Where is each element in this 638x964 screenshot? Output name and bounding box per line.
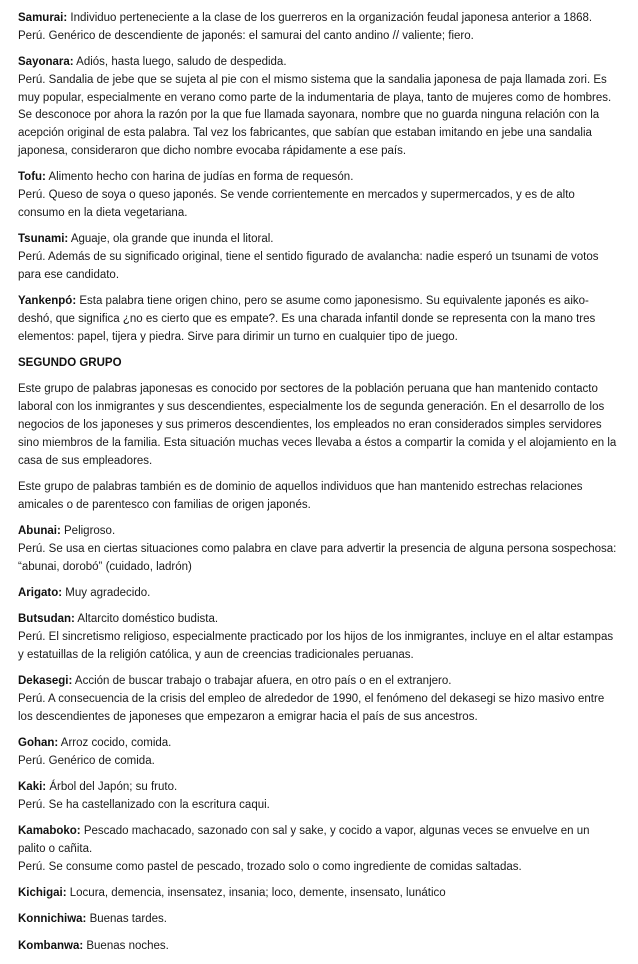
section-intro [18,381,620,514]
entry-term: Abunai: [18,524,61,537]
entry-term: Tsunami: [18,233,69,246]
glossary-entry [18,54,620,161]
entry-term: Kichigai: [18,886,67,899]
entry-term: Dekasegi: [18,675,73,687]
glossary-entry [18,611,620,664]
entry-peru-note: Perú. Además de su significado original, tiene el sentido figurado de avalancha: nadie esperó un tsunami de votos para ese candidato. [18,251,599,281]
entry-term: Kombanwa: [18,939,84,952]
entry-definition: Altarcito doméstico budista. [74,613,219,626]
glossary-entry [18,938,620,956]
entry-definition: Buenas noches. [83,939,169,952]
entry-definition: Locura, demencia, insensatez, insania; loco, demente, insensato, lunático [66,886,446,899]
document-body [18,10,620,964]
entry-definition-line [18,885,620,903]
entry-definition-line [18,735,620,753]
entry-definition: Buenas tardes. [86,913,167,926]
entry-peru-note: Perú. Genérico de comida. [18,754,155,767]
entry-definition-line [18,823,620,859]
entry-peru-note: Perú. Queso de soya o queso japonés. Se vende corrientemente en mercados y supermercados, y es de alto consumo en la dieta vegetariana. [18,189,575,219]
section-title: SEGUNDO GRUPO [18,357,122,370]
glossary-entry [18,169,620,222]
entry-peru-note: Perú. El sincretismo religioso, especialmente practicado por los hijos de los inmigrantes, incluye en el altar estampas y estatuillas de la religión católica, y aun de creencias tradicionales peruanas. [18,630,614,661]
entry-definition: Esta palabra tiene origen chino, pero se asume como japonesismo. Su equivalente japonés es aiko-deshó, que significa ¿no es cierto que es empate?. Es una charada infantil donde se representa con la mano tres elementos: papel, tijera y piedra. Sirve para dirimir un turno en cualquier tipo de juego. [18,295,596,343]
entry-term: Sayonara: [18,56,74,69]
entry-term: Kaki: [18,780,47,793]
glossary-entry [18,735,620,771]
entry-definition-line [18,54,620,72]
entry-definition-line [18,293,620,346]
entry-definition-line [18,779,620,797]
glossary-entry [18,293,620,346]
glossary-entry [18,523,620,576]
entry-peru-note: Perú. A consecuencia de la crisis del empleo de alrededor de 1990, el fenómeno del dekasegi se hizo masivo entre los descendientes de japoneses que empezaron a emigrar hacia el país de sus ancestros. [18,692,605,723]
glossary-entry [18,779,620,815]
section-paragraph: Este grupo de palabras también es de dominio de aquellos individuos que han mantenido estrechas relaciones amicales o de parentesco con familias de origen japonés. [18,480,583,511]
entry-peru-note: Perú. Se usa en ciertas situaciones como palabra en clave para advertir la presencia de alguna persona sospechosa: “abunai, dorobó” (cuidado, ladrón) [18,542,617,573]
entry-term: Tofu: [18,171,46,184]
glossary-entry [18,673,620,726]
glossary-entry [18,585,620,603]
glossary-entry [18,231,620,284]
entry-peru-note: Perú. Se ha castellanizado con la escritura caqui. [18,798,270,811]
glossary-entry [18,911,620,929]
entry-peru-note: Perú. Sandalia de jebe que se sujeta al pie con el mismo sistema que la sandalia japonesa de paja llamada zori. Es muy popular, especialmente en verano como parte de la indumentaria de playa, tanto de mujeres como de hombres. Se desconoce por ahora la razón por la que fue llamada sayonara, nombre que no guarda ninguna relación con la acepción original de esta palabra. Tal vez los fabricantes, que sabían que estaban imitando en jebe una sandalia japonesa, consideraron que dicho nombre evocaba rápidamente a ese país. [18,73,612,158]
entry-definition: Individuo perteneciente a la clase de los guerreros en la organización feudal japonesa anterior a 1868. [67,12,593,24]
glossary-entry [18,885,620,903]
entry-definition-line [18,611,620,629]
entry-term: Konnichiwa: [18,913,87,926]
entry-peru-note: Perú. Genérico de descendiente de japonés: el samurai del canto andino // valiente; fiero. [18,29,474,42]
entry-term: Samurai: [18,12,68,24]
entry-definition-line [18,523,620,541]
entry-definition-line [18,169,620,187]
entry-definition-line [18,585,620,603]
entry-definition: Adiós, hasta luego, saludo de despedida. [73,56,287,69]
entry-definition-line [18,911,620,929]
entry-term: Kamaboko: [18,825,81,838]
entry-term: Yankenpó: [18,295,77,308]
entry-definition-line [18,938,620,956]
entry-definition: Aguaje, ola grande que inunda el litoral. [68,233,274,246]
entry-term: Butsudan: [18,613,75,626]
glossary-entry [18,823,620,876]
entry-definition-line [18,10,620,28]
entry-definition: Pescado machacado, sazonado con sal y sake, y cocido a vapor, algunas veces se envuelve en un palito o cañita. [18,825,590,855]
entry-definition: Arroz cocido, comida. [58,736,172,749]
entry-term: Gohan: [18,736,59,749]
glossary-entry [18,10,620,46]
glossary-list-top [18,10,620,347]
entry-definition: Acción de buscar trabajo o trabajar afuera, en otro país o en el extranjero. [72,675,452,687]
glossary-list-bottom [18,523,620,955]
entry-peru-note: Perú. Se consume como pastel de pescado, trozado solo o como ingrediente de comidas saltadas. [18,860,522,873]
entry-definition: Muy agradecido. [62,586,151,599]
entry-term: Arigato: [18,586,63,599]
section-paragraph: Este grupo de palabras japonesas es conocido por sectores de la población peruana que han mantenido contacto laboral con los inmigrantes y sus descendientes, especialmente los de segunda generación. En el desarrollo de los negocios de los japoneses y sus primeros descendientes, los empleados no eran considerados simples servidores sino miembros de la familia. Esta situación muchas veces llevaba a éstos a compartir la comida y el alojamiento en la casa de sus empleadores. [18,383,617,467]
entry-definition: Peligroso. [60,524,116,537]
entry-definition-line [18,673,620,691]
entry-definition: Alimento hecho con harina de judías en forma de requesón. [45,171,354,184]
entry-definition: Árbol del Japón; su fruto. [46,780,178,793]
entry-definition-line [18,231,620,249]
